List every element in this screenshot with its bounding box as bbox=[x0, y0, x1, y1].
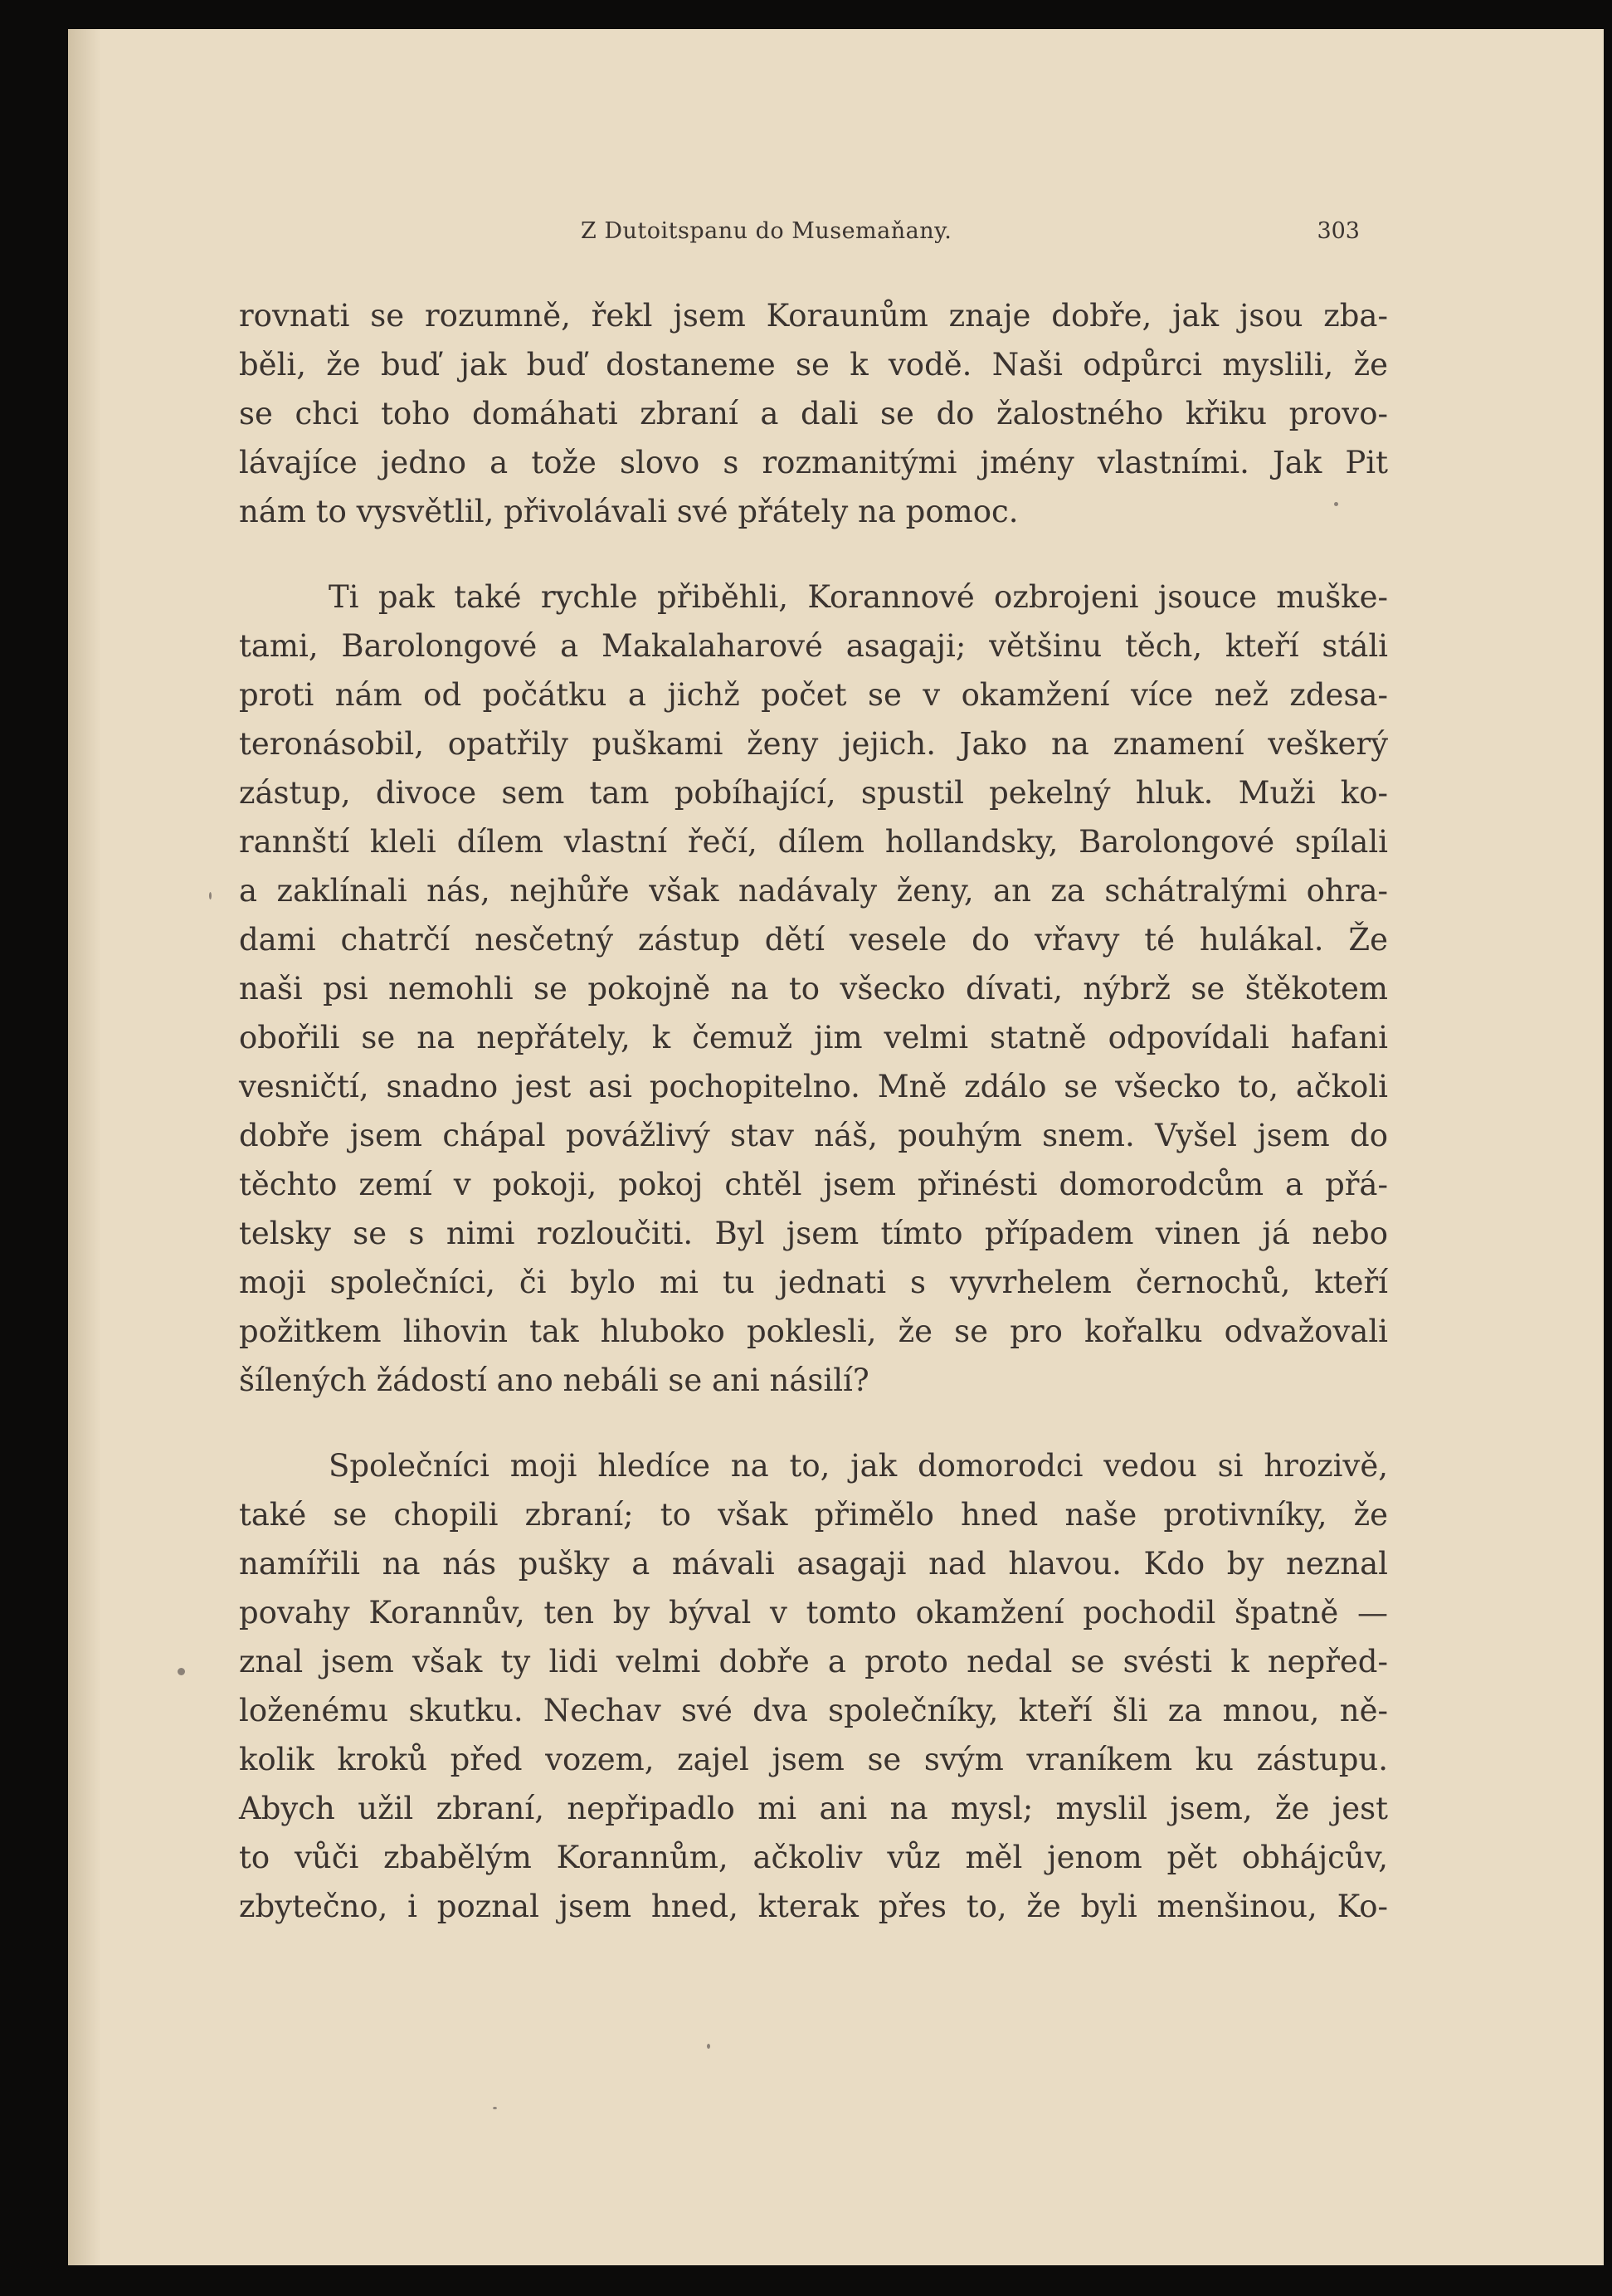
paragraph-3 bbox=[239, 1441, 1388, 1931]
gutter-shadow bbox=[68, 29, 101, 2265]
text-line: nám to vysvětlil, přivolávali své přátely na pomoc. bbox=[239, 494, 1019, 529]
text-line: moji společníci, či bylo mi tu jednati s vyvrhelem černochů, kteří bbox=[239, 1265, 1388, 1300]
text-line: teronásobil, opatřily puškami ženy jejich. Jako na znamení veškerý bbox=[239, 726, 1388, 762]
paper-speck bbox=[1334, 502, 1338, 506]
paper-speck bbox=[707, 2044, 710, 2049]
running-head bbox=[68, 218, 1604, 251]
text-line: se chci toho domáhati zbraní a dali se do žalostného křiku provo- bbox=[239, 396, 1388, 431]
paper-speck bbox=[493, 2107, 497, 2109]
text-line: požitkem lihovin tak hluboko poklesli, že se pro kořalku odvažovali bbox=[239, 1314, 1388, 1349]
text-line: šílených žádostí ano nebáli se ani násilí? bbox=[239, 1362, 869, 1398]
text-line: Abych užil zbraní, nepřipadlo mi ani na mysl; myslil jsem, že jest bbox=[239, 1791, 1388, 1826]
text-line: dami chatrčí nesčetný zástup dětí vesele do vřavy té hulákal. Že bbox=[239, 922, 1388, 958]
text-line: lávajíce jedno a tože slovo s rozmanitými jmény vlastními. Jak Pit bbox=[239, 445, 1388, 480]
text-line: běli, že buď jak buď dostaneme se k vodě. Naši odpůrci myslili, že bbox=[239, 347, 1388, 383]
text-line: dobře jsem chápal povážlivý stav náš, pouhým snem. Vyšel jsem do bbox=[239, 1118, 1388, 1153]
text-line: Společníci moji hledíce na to, jak domorodci vedou si hrozivě, bbox=[329, 1448, 1388, 1484]
text-line: tami, Barolongové a Makalaharové asagaji; většinu těch, kteří stáli bbox=[239, 628, 1388, 664]
text-line: rovnati se rozumně, řekl jsem Koraunům znaje dobře, jak jsou zba- bbox=[239, 298, 1388, 334]
text-line: kolik kroků před vozem, zajel jsem se svým vraníkem ku zástupu. bbox=[239, 1742, 1388, 1777]
text-line: Ti pak také rychle přiběhli, Korannové ozbrojeni jsouce muške- bbox=[329, 579, 1388, 615]
running-title: Z Dutoitspanu do Musemaňany. bbox=[581, 218, 952, 244]
text-line: rannští kleli dílem vlastní řečí, dílem hollandsky, Barolongové spílali bbox=[239, 824, 1388, 860]
body-text bbox=[239, 291, 1388, 1931]
text-line: znal jsem však ty lidi velmi dobře a proto nedal se svésti k nepřed- bbox=[239, 1644, 1388, 1679]
text-line: loženému skutku. Nechav své dva společníky, kteří šli za mnou, ně- bbox=[239, 1693, 1388, 1728]
text-line: zbytečno, i poznal jsem hned, kterak přes to, že byli menšinou, Ko- bbox=[239, 1889, 1388, 1924]
paragraph-2 bbox=[239, 573, 1388, 1405]
text-line: namířili na nás pušky a mávali asagaji nad hlavou. Kdo by neznal bbox=[239, 1546, 1388, 1582]
text-line: to vůči zbabělým Korannům, ačkoliv vůz měl jenom pět obhájcův, bbox=[239, 1840, 1388, 1875]
text-line: těchto zemí v pokoji, pokoj chtěl jsem přinésti domorodcům a přá- bbox=[239, 1167, 1388, 1202]
paper-speck bbox=[178, 1668, 185, 1675]
text-line: a zaklínali nás, nejhůře však nadávaly ženy, an za schátralými ohra- bbox=[239, 873, 1388, 909]
page-number: 303 bbox=[1317, 218, 1360, 244]
text-line: také se chopili zbraní; to však přimělo hned naše protivníky, že bbox=[239, 1497, 1388, 1533]
text-line: telsky se s nimi rozloučiti. Byl jsem tímto případem vinen já nebo bbox=[239, 1216, 1388, 1251]
book-page bbox=[68, 29, 1604, 2265]
text-line: proti nám od počátku a jichž počet se v okamžení více než zdesa- bbox=[239, 677, 1388, 713]
text-line: obořili se na nepřátely, k čemuž jim velmi statně odpovídali hafani bbox=[239, 1020, 1388, 1055]
text-line: povahy Korannův, ten by býval v tomto okamžení pochodil špatně — bbox=[239, 1595, 1388, 1631]
text-line: vesničtí, snadno jest asi pochopitelno. Mně zdálo se všecko to, ačkoli bbox=[239, 1069, 1388, 1104]
text-line: zástup, divoce sem tam pobíhající, spustil pekelný hluk. Muži ko- bbox=[239, 775, 1388, 811]
text-line: naši psi nemohli se pokojně na to všecko dívati, nýbrž se štěkotem bbox=[239, 971, 1388, 1007]
paragraph-1 bbox=[239, 291, 1388, 536]
paper-speck bbox=[209, 892, 212, 899]
